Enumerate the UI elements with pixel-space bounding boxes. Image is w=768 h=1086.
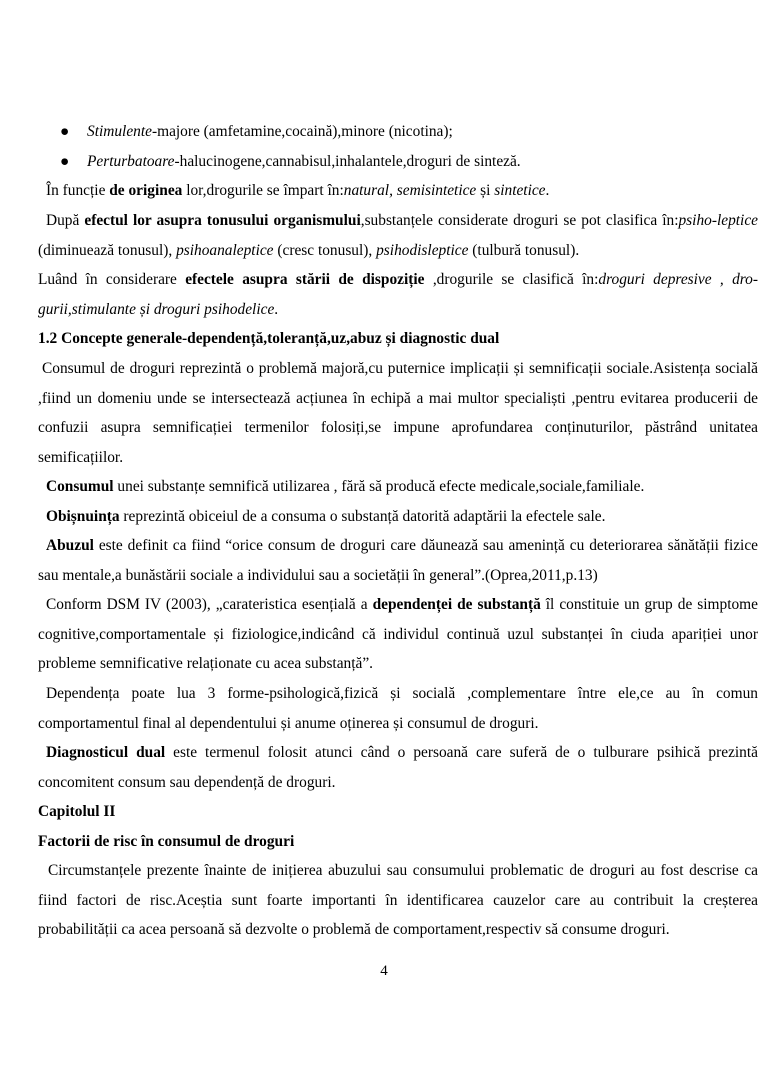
bullet-icon: ● bbox=[60, 152, 70, 170]
paragraph-efect-tonus: După efectul lor asupra tonusului organismului,substanțele considerate droguri se pot clasifica în:psiho-leptice (diminuează tonusul), psihoanaleptice (cresc tonusul), psihodisleptice (tulbură tonusul). bbox=[38, 212, 758, 259]
paragraph-consumul: Consumul unei substanțe semnifică utilizarea , fără să producă efecte medicale,sociale,familiale. bbox=[46, 478, 645, 495]
page-number: 4 bbox=[380, 963, 388, 979]
list-item: ● Stimulente-majore (amfetamine,cocaină),minore (nicotina); bbox=[60, 117, 750, 147]
bullet-icon: ● bbox=[60, 123, 70, 140]
drug-type-list bbox=[60, 117, 750, 176]
paragraph-factori-risc: Circumstanțele prezente înainte de inițierea abuzului sau consumului problematic de droguri au fost descrise ca fiind factori de risc.Aceștia sunt foarte importanti în identificarea cauzelor care au contribuit la creșterea probabilității ca acea persoană să dezvolte o problemă de comportament,respectiv să consume droguri. bbox=[38, 862, 758, 939]
paragraph-dispozitie: Luând în considerare efectele asupra stării de dispoziție ,drogurile se clasifică în:droguri depresive , dro-gurii,stimulante și droguri psihodelice. bbox=[38, 271, 759, 318]
chapter-title: Factorii de risc în consumul de droguri bbox=[38, 833, 295, 850]
paragraph-origine: În funcție de originea lor,drogurile se împart în:natural, semisintetice și sintetice. bbox=[46, 182, 550, 199]
paragraph-obisnuinta: Obișnuința reprezintă obiceiul de a consuma o substanță datorită adaptării la efectele sale. bbox=[46, 508, 606, 525]
chapter-label: Capitolul II bbox=[38, 803, 116, 820]
list-item: ● Perturbatoare-halucinogene,cannabisul,inhalantele,droguri de sinteză. bbox=[60, 147, 750, 177]
section-heading: 1.2 Concepte generale-dependență,toleranță,uz,abuz și diagnostic dual bbox=[38, 330, 500, 347]
paragraph-consum-droguri: Consumul de droguri reprezintă o problemă majoră,cu puternice implicații și semnificații sociale.Asistența socială ,fiind un domeniu unde se intersectează acțiunea în echipă a mai multor specialiști ,pentru evitarea producerii de confuzii asupra semnificației termenilor folosiți,se impune aprofundarea conținuturilor, păstrând unitatea semificațiilor. bbox=[38, 360, 758, 466]
paragraph-abuzul: Abuzul este definit ca fiind “orice consum de droguri care dăunează sau amenință cu deteriorarea sănătății fizice sau mentale,a bunăstării sociale a individului sau a societății în general”.(Oprea,2011,p.13) bbox=[38, 537, 758, 584]
paragraph-diagnostic-dual: Diagnosticul dual este termenul folosit atunci când o persoană care suferă de o tulburare psihică prezintă concomitent consum sau dependență de droguri. bbox=[38, 744, 758, 791]
paragraph-dependenta: Dependența poate lua 3 forme-psihologică,fizică și socială ,complementare între ele,ce au în comun comportamentul final al dependentului și anume oținerea și consumul de droguri. bbox=[38, 685, 758, 732]
paragraph-dsm: Conform DSM IV (2003), „carateristica esențială a dependenței de substanță îl constituie un grup de simptome cognitive,comportamentale și fiziologice,indicând că individul continuă uzul substanței în ciuda apariției unor probleme semnificative relaționate cu acea substanță”. bbox=[38, 596, 758, 673]
